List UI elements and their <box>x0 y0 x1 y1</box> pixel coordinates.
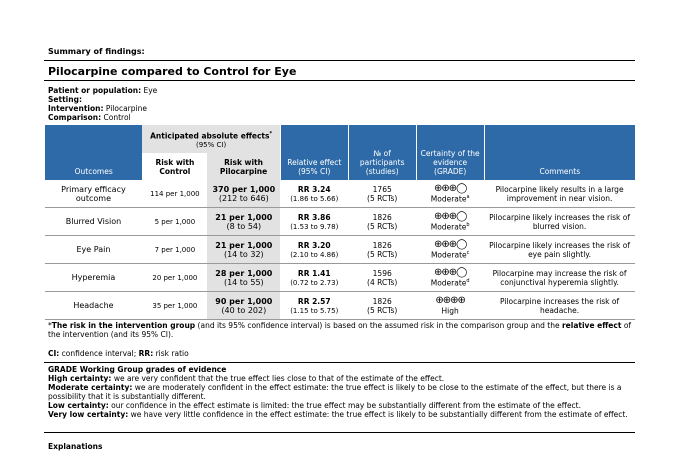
cell-risk-intervention: 90 per 1,000 (40 to 202) <box>207 292 280 320</box>
page-title: Pilocarpine compared to Control for Eye <box>48 65 297 78</box>
cell-certainty: ⊕⊕⊕◯ Moderate$^b$ <box>416 208 484 236</box>
cell-relative: RR 1.41 (0.72 to 2.73) <box>280 264 348 292</box>
footnote-risk: *The risk in the intervention group (and its 95% confidence interval) is based on the assumed risk in the comparison group and the relative effect of the intervention (and its 95% CI). <box>48 321 632 339</box>
divider <box>44 432 635 433</box>
cell-participants: 1826 (5 RCTs) <box>348 292 416 320</box>
cell-risk-control: 20 per 1,000 <box>142 264 207 292</box>
col-anticipated: Anticipated absolute effects* (95% CI) <box>142 125 280 153</box>
cell-certainty: ⊕⊕⊕◯ Moderate$^c$ <box>416 236 484 264</box>
col-risk-intervention: Risk with Pilocarpine <box>207 153 280 180</box>
certainty-icon: ⊕⊕⊕⊕ <box>435 295 465 307</box>
col-outcomes: Outcomes <box>45 125 143 180</box>
summary-label: Summary of findings: <box>48 47 145 56</box>
cell-relative: RR 2.57 (1.15 to 5.75) <box>280 292 348 320</box>
cell-participants: 1765 (5 RCTs) <box>348 180 416 208</box>
certainty-icon: ⊕⊕⊕◯ <box>434 183 467 195</box>
cell-risk-intervention: 28 per 1,000 (14 to 55) <box>207 264 280 292</box>
cell-comment: Pilocarpine increases the risk of headache. <box>484 292 635 320</box>
grade-block <box>48 365 633 419</box>
cell-relative: RR 3.20 (2.10 to 4.86) <box>280 236 348 264</box>
meta-block <box>48 86 157 122</box>
divider <box>44 362 635 363</box>
meta-population: Patient or population: Eye <box>48 86 158 95</box>
meta-comparison: Comparison: Control <box>48 113 131 122</box>
table-row <box>45 264 636 292</box>
divider <box>44 60 635 61</box>
cell-certainty: ⊕⊕⊕⊕ High <box>416 292 484 320</box>
cell-relative: RR 3.86 (1.53 to 9.78) <box>280 208 348 236</box>
certainty-icon: ⊕⊕⊕◯ <box>434 239 467 251</box>
cell-relative: RR 3.24 (1.86 to 5.66) <box>280 180 348 208</box>
cell-participants: 1826 (5 RCTs) <box>348 236 416 264</box>
grade-low: Low certainty: our confidence in the effect estimate is limited: the true effect may be substantially different from the estimate of the effect. <box>48 401 581 410</box>
col-relative: Relative effect (95% CI) <box>280 125 348 180</box>
table-row <box>45 236 636 264</box>
cell-certainty: ⊕⊕⊕◯ Moderate$^a$ <box>416 180 484 208</box>
cell-certainty: ⊕⊕⊕◯ Moderate$^d$ <box>416 264 484 292</box>
cell-participants: 1596 (4 RCTs) <box>348 264 416 292</box>
cell-participants: 1826 (5 RCTs) <box>348 208 416 236</box>
table-row <box>45 208 636 236</box>
grade-moderate: Moderate certainty: we are moderately confident in the effect estimate: the true effect is likely to be close to the estimate of the effect, but there is a possibility that it is substantially different. <box>48 383 622 401</box>
certainty-icon: ⊕⊕⊕◯ <box>434 267 467 279</box>
cell-risk-control: 35 per 1,000 <box>142 292 207 320</box>
explanations-heading: Explanations <box>48 442 103 451</box>
cell-comment: Pilocarpine likely increases the risk of eye pain slightly. <box>484 236 635 264</box>
col-risk-control: Risk with Control <box>142 153 207 180</box>
grade-heading: GRADE Working Group grades of evidence <box>48 365 227 374</box>
cell-comment: Pilocarpine likely increases the risk of blurred vision. <box>484 208 635 236</box>
cell-comment: Pilocarpine likely results in a large improvement in near vision. <box>484 180 635 208</box>
cell-outcome: Hyperemia <box>45 264 143 292</box>
divider <box>44 80 635 81</box>
cell-comment: Pilocarpine may increase the risk of conjunctival hyperemia slightly. <box>484 264 635 292</box>
cell-outcome: Eye Pain <box>45 236 143 264</box>
cell-risk-control: 5 per 1,000 <box>142 208 207 236</box>
table-row <box>45 180 636 208</box>
col-comments: Comments <box>484 125 635 180</box>
meta-setting: Setting: <box>48 95 82 104</box>
footnote-abbrev: CI: confidence interval; RR: risk ratio <box>48 349 189 358</box>
grade-high: High certainty: we are very confident that the true effect lies close to that of the estimate of the effect. <box>48 374 445 383</box>
certainty-icon: ⊕⊕⊕◯ <box>434 211 467 223</box>
grade-very-low: Very low certainty: we have very little confidence in the effect estimate: the true effect is likely to be substantially different from the estimate of effect. <box>48 410 628 419</box>
cell-risk-intervention: 21 per 1,000 (8 to 54) <box>207 208 280 236</box>
col-certainty: Certainty of the evidence (GRADE) <box>416 125 484 180</box>
cell-outcome: Primary efficacy outcome <box>45 180 143 208</box>
cell-outcome: Headache <box>45 292 143 320</box>
cell-risk-intervention: 21 per 1,000 (14 to 32) <box>207 236 280 264</box>
meta-intervention: Intervention: Pilocarpine <box>48 104 147 113</box>
table-row <box>45 292 636 320</box>
cell-risk-control: 114 per 1,000 <box>142 180 207 208</box>
cell-risk-intervention: 370 per 1,000 (212 to 646) <box>207 180 280 208</box>
cell-risk-control: 7 per 1,000 <box>142 236 207 264</box>
findings-table <box>44 125 635 320</box>
col-participants: № of participants (studies) <box>348 125 416 180</box>
cell-outcome: Blurred Vision <box>45 208 143 236</box>
